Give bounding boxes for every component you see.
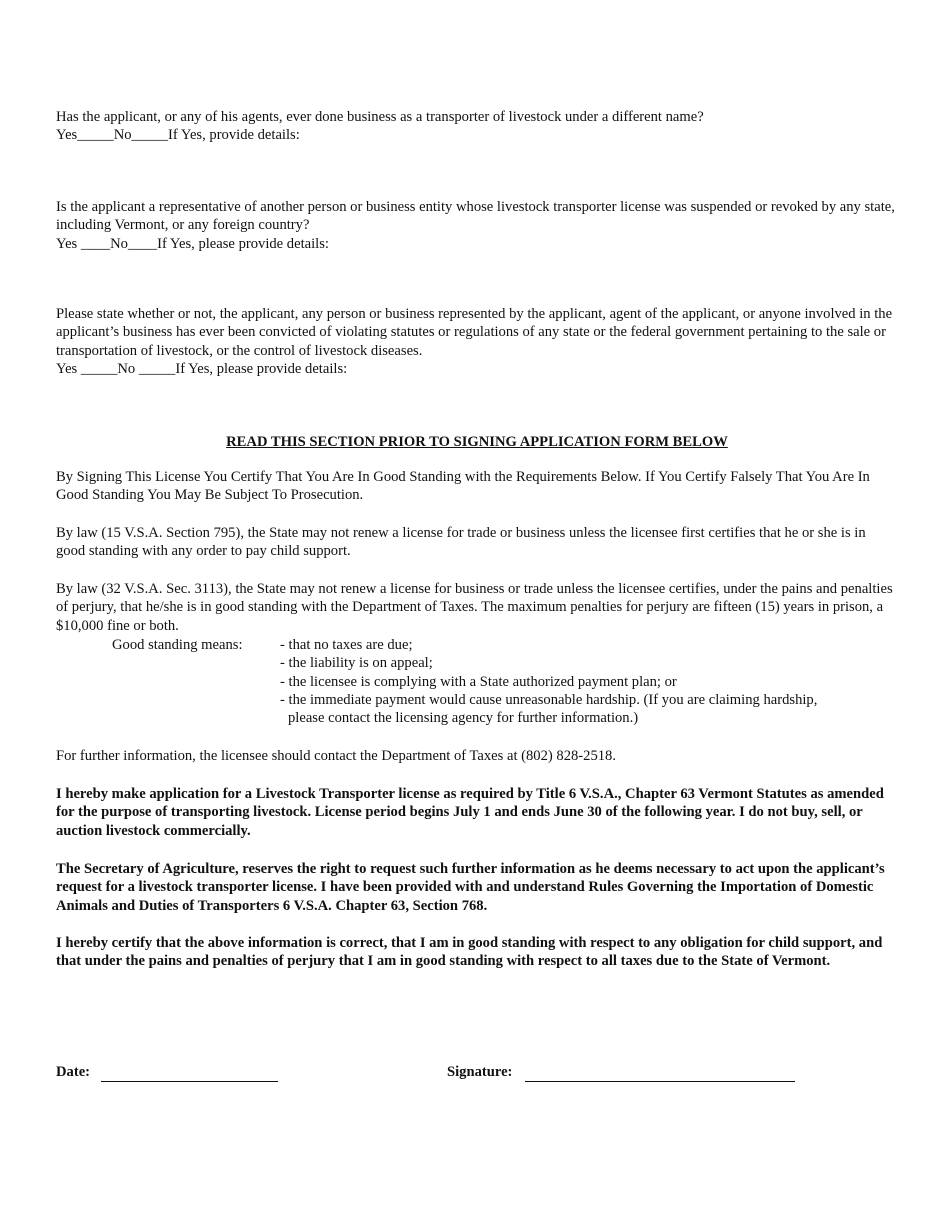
certify-paragraph xyxy=(56,468,898,505)
question-2 xyxy=(56,198,898,253)
question-1 xyxy=(56,108,898,145)
signature-row xyxy=(56,1064,898,1088)
certification-paragraph xyxy=(56,934,898,971)
date-label: Date: xyxy=(56,1064,91,1080)
signature-label: Signature: xyxy=(447,1064,513,1080)
certify-paragraph-text: By Signing This License You Certify That You Are In Good Standing with the Requirements Below. If You Certify Falsely That You Are In Good Standing You May Be Subject To Prosecution. xyxy=(56,469,870,504)
child-support-paragraph xyxy=(56,524,898,561)
secretary-paragraph-text: The Secretary of Agriculture, reserves the right to request such further information as he deems necessary to act upon the applicant’s request for a livestock transporter license. I have been provided with and understand Rules Governing the Importation of Domestic Animals and Duties of Transporters 6 V.S.A. Chapter 63, Section 768. xyxy=(56,861,885,914)
good-standing-label: Good standing means: xyxy=(112,637,243,653)
good-standing-item-continuation: please contact the licensing agency for further information.) xyxy=(288,710,639,727)
application-paragraph-text: I hereby make application for a Livestock Transporter license as required by Title 6 V.S.A., Chapter 63 Vermont Statutes as amended for the purpose of transporting livestock. License period begins July 1 and ends June 30 of the following year. I do not buy, sell, or auction livestock commercially. xyxy=(56,786,884,839)
section-heading: READ THIS SECTION PRIOR TO SIGNING APPLICATION FORM BELOW xyxy=(226,434,728,450)
certification-paragraph-text: I hereby certify that the above information is correct, that I am in good standing with respect to any obligation for child support, and that under the pains and penalties of perjury that I am in good standing with respect to all taxes due to the State of Vermont. xyxy=(56,935,883,970)
application-paragraph xyxy=(56,785,898,840)
question-1-text: Has the applicant, or any of his agents, ever done business as a transporter of livestock under a different name? xyxy=(56,109,704,125)
question-3-answer-line: Yes _____No _____If Yes, please provide details: xyxy=(56,360,348,377)
contact-paragraph-text: For further information, the licensee should contact the Department of Taxes at (802) 828-2518. xyxy=(56,748,616,764)
good-standing-item: - the liability is on appeal; xyxy=(280,655,433,672)
question-3 xyxy=(56,305,898,378)
taxes-paragraph-text: By law (32 V.S.A. Sec. 3113), the State may not renew a license for business or trade unless the licensee certifies, under the pains and penalties of perjury, that he/she is in good standing with the Department of Taxes. The maximum penalties for perjury are fifteen (15) years in prison, a $10,000 fine or both. xyxy=(56,581,893,634)
good-standing-item: - the immediate payment would cause unreasonable hardship. (If you are claiming hardship, xyxy=(280,691,818,708)
question-2-answer-line: Yes ____No____If Yes, please provide details: xyxy=(56,235,329,252)
good-standing-item: - the licensee is complying with a State authorized payment plan; or xyxy=(280,673,677,690)
question-3-text: Please state whether or not, the applicant, any person or business represented by the applicant, agent of the applicant, or anyone involved in the applicant’s business has ever been convicted of violating statutes or regulations of any state or the federal government pertaining to the sale or transportation of livestock, or the control of livestock diseases. xyxy=(56,306,893,359)
question-2-text: Is the applicant a representative of another person or business entity whose livestock transporter license was suspended or revoked by any state, including Vermont, or any foreign country? xyxy=(56,199,895,234)
good-standing-item: - that no taxes are due; xyxy=(280,637,413,653)
secretary-paragraph xyxy=(56,860,898,915)
question-1-answer-line: Yes_____No_____If Yes, provide details: xyxy=(56,127,300,144)
taxes-paragraph xyxy=(56,580,898,635)
signature-field[interactable] xyxy=(525,1081,795,1082)
contact-paragraph xyxy=(56,747,898,765)
child-support-paragraph-text: By law (15 V.S.A. Section 795), the State may not renew a license for trade or business unless the licensee first certifies that he or she is in good standing with any order to pay child support. xyxy=(56,525,866,560)
good-standing-list xyxy=(280,636,900,727)
date-field[interactable] xyxy=(101,1081,278,1082)
